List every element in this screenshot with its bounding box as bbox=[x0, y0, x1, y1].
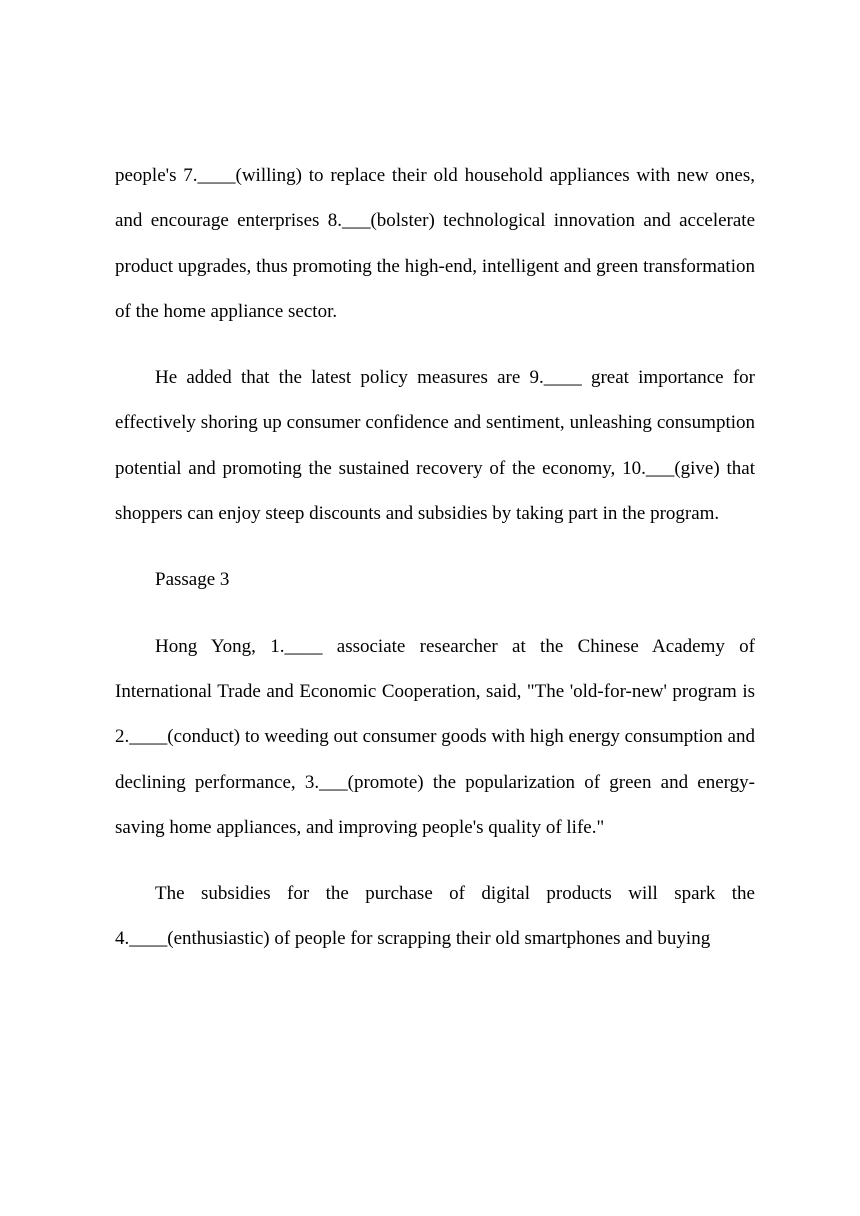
paragraph-continuation: people's 7.____(willing) to replace their old household appliances with new ones, and encourage enterprises 8.___(bolster) technological innovation and accelerate product upgrades, thus promoting the high-end, intelligent and green transformation of the home appliance sector. bbox=[115, 165, 755, 322]
document-body bbox=[115, 153, 755, 983]
passage-heading: Passage 3 bbox=[155, 569, 230, 591]
paragraph-subsidies: The subsidies for the purchase of digital products will spark the 4.____(enthusiastic) of people for scrapping their old smartphones and buying bbox=[115, 883, 755, 950]
paragraph-hong-yong: Hong Yong, 1.____ associate researcher at the Chinese Academy of International Trade and Economic Cooperation, said, "The 'old-for-new' program is 2.____(conduct) to weeding out consumer goods with high energy consumption and declining performance, 3.___(promote) the popularization of green and energy-saving home appliances, and improving people's quality of life." bbox=[115, 635, 755, 838]
paragraph-policy-measures: He added that the latest policy measures are 9.____ great importance for effectively shoring up consumer confidence and sentiment, unleashing consumption potential and promoting the sustained recovery of the economy, 10.___(give) that shoppers can enjoy steep discounts and subsidies by taking part in the program. bbox=[115, 367, 755, 525]
